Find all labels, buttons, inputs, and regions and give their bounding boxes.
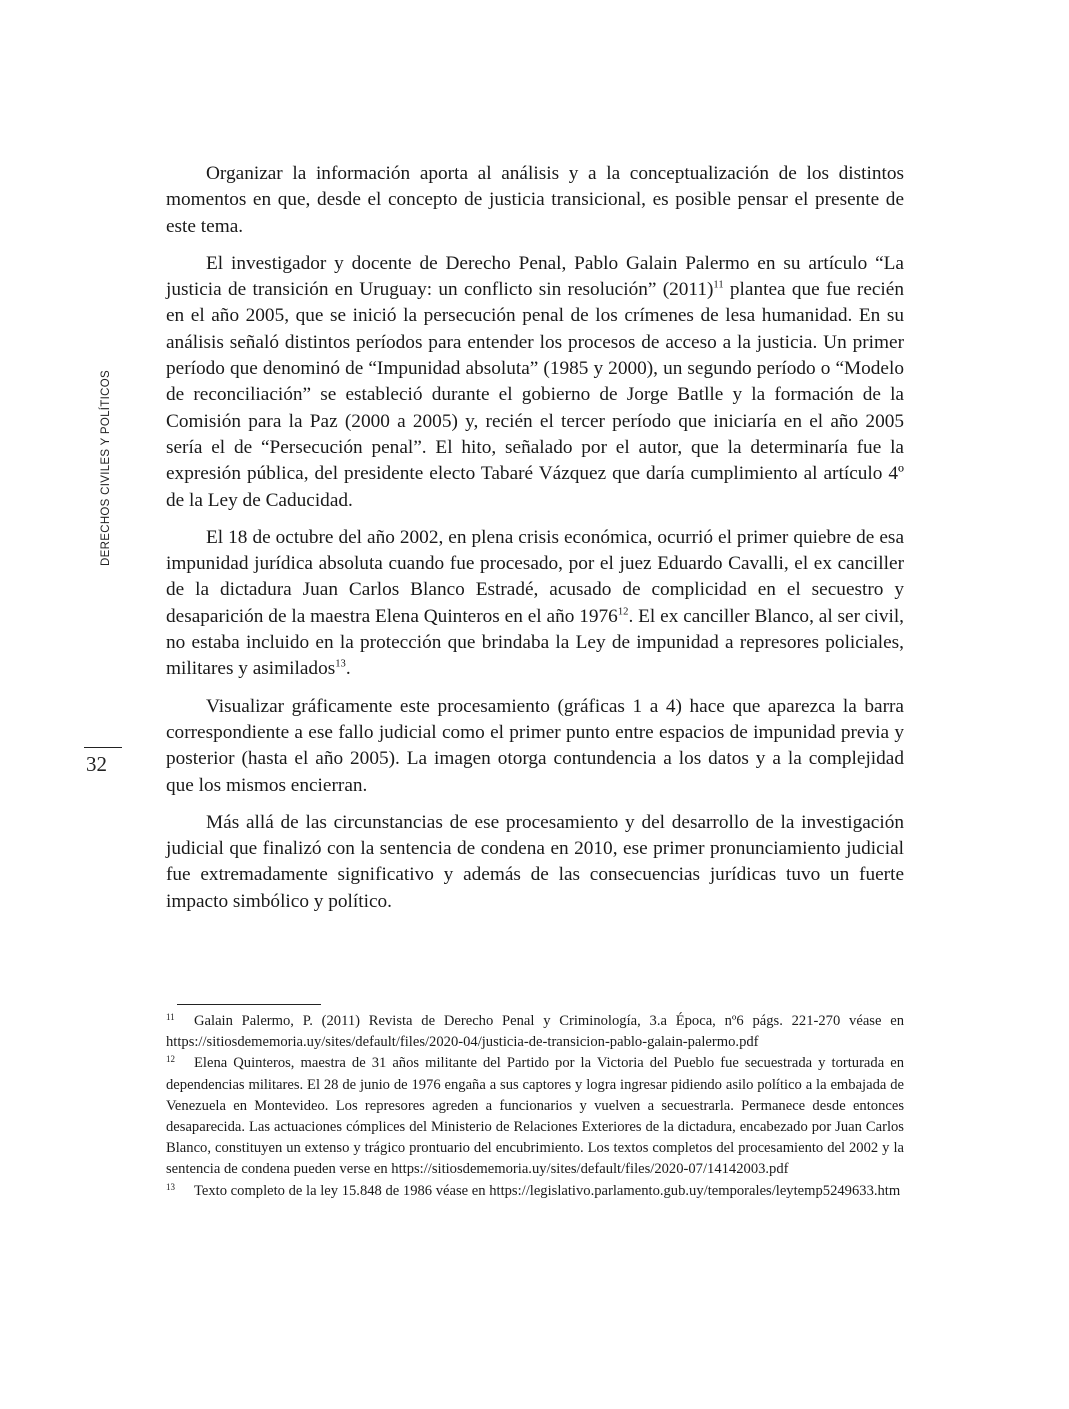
footnote-text: Galain Palermo, P. (2011) Revista de Derecho Penal y Criminología, 3.a Época, nº6 págs. 221-270 véase en https://sitiosdememoria.uy/sites/default/files/2020-04/justicia-de-transicion-pablo-galain-palermo.pdf [166, 1013, 904, 1051]
paragraph-2 [166, 251, 904, 514]
footnote-separator [177, 1004, 321, 1005]
page-number-rule [84, 747, 122, 748]
paragraph-5: Más allá de las circunstancias de ese procesamiento y del desarrollo de la investigación judicial que finalizó con la sentencia de condena en 2010, ese primer pronunciamiento judicial fue extremadamente significativo y además de las consecuencias jurídicas tuvo un fuerte impacto simbólico y político. [166, 811, 904, 912]
footnote-text: Texto completo de la ley 15.848 de 1986 véase en https://legislativo.parlamento.gub.uy/temporales/leytemp5249633.htm [194, 1182, 901, 1199]
paragraph-4: Visualizar gráficamente este procesamiento (gráficas 1 a 4) hace que aparezca la barra correspondiente a ese fallo judicial como el primer punto entre espacios de impunidad previa y posterior (hasta el año 2005). La imagen otorga contundencia a los datos y a la complejidad que los mismos encierran. [166, 695, 904, 796]
footnote-text: Elena Quinteros, maestra de 31 años militante del Partido por la Victoria del Pueblo fue secuestrada y torturada en dependencias militares. El 28 de junio de 1976 engaña a sus captores y logra ingresar pidiendo asilo político a la embajada de Venezuela en Montevideo. Los represores agreden a funcionarios y vuelven a secuestrarla. Permanece desde entonces desaparecida. Las actuaciones cómplices del Ministerio de Relaciones Exteriores de la dictadura, encabezado por Juan Carlos Blanco, constituyen un extenso y trágico prontuario del encubrimiento. Los textos completos del procesamiento del 2002 y la sentencia de condena pueden verse en https://sitiosdememoria.uy/sites/default/files/2020-07/14142003.pdf [166, 1055, 904, 1178]
footnotes [166, 1011, 904, 1202]
page-number: 32 [86, 752, 107, 776]
paragraph-2-text-b: plantea que fue recién en el año 2005, que se inició la persecución penal de los crímenes de lesa humanidad. En su análisis señaló distintos períodos para entender los procesos de acceso a la justicia. Un primer período que denominó de “Impunidad absoluta” (1985 y 2000), un segundo período o “Modelo de reconciliación” se estableció durante el gobierno de Jorge Batlle y la formación de la Comisión para la Paz (2000 a 2005) y, recién el tercer período que iniciaría en el año 2005 sería el de “Persecución penal”. El hito, señalado por el autor, que la determinaría fue la expresión pública, del presidente electo Tabaré Vázquez que daría cumplimiento al artículo 4º de la Ley de Caducidad. [166, 279, 904, 511]
footnote-11: 11 Galain Palermo, P. (2011) Revista de Derecho Penal y Criminología, 3.a Época, nº6 págs. 221-270 véase en https://sitiosdememoria.uy/sites/default/files/2020-04/justicia-de-transicion-pablo-galain-palermo.pdf [166, 1012, 904, 1051]
paragraph-3-text-c: . [345, 658, 351, 680]
paragraph-3 [166, 525, 904, 683]
running-section-title: DERECHOS CIVILES Y POLÍTICOS [100, 370, 112, 566]
paragraph-2-text-a: El investigador y docente de Derecho Penal, Pablo Galain Palermo en su artículo “La justicia de transición en Uruguay: un conflicto sin resolución” (2011) [166, 252, 904, 301]
paragraph-3-text-b: . El ex canciller Blanco, al ser civil, no estaba incluido en la protección que brindaba la Ley de impunidad a represores policiales, militares y asimilados [166, 605, 904, 680]
footnote-12: 12 Elena Quinteros, maestra de 31 años militante del Partido por la Victoria del Pueblo fue secuestrada y torturada en dependencias militares. El 28 de junio de 1976 engaña a sus captores y logra ingresar pidiendo asilo político a la embajada de Venezuela en Montevideo. Los represores agreden a funcionarios y vuelven a secuestrarla. Permanece desde entonces desaparecida. Las actuaciones cómplices del Ministerio de Relaciones Exteriores de la dictadura, encabezado por Juan Carlos Blanco, constituyen un extenso y trágico prontuario del encubrimiento. Los textos completos del procesamiento del 2002 y la sentencia de condena pueden verse en https://sitiosdememoria.uy/sites/default/files/2020-07/14142003.pdf [166, 1054, 904, 1178]
footnote-ref-13[interactable]: 13 [335, 658, 346, 670]
paragraph-1: Organizar la información aporta al análisis y a la conceptualización de los distintos momentos en que, desde el concepto de justicia transicional, es posible pensar el presente de este tema. [166, 163, 904, 237]
paragraph-3-text-a: El 18 de octubre del año 2002, en plena crisis económica, ocurrió el primer quiebre de esa impunidad jurídica absoluta cuando fue procesado, por el juez Eduardo Cavalli, el ex canciller de la dictadura Juan Carlos Blanco Estradé, acusado de complicidad en el secuestro y desaparición de la maestra Elena Quinteros en el año 1976 [166, 526, 904, 627]
footnote-ref-11[interactable]: 11 [713, 279, 724, 291]
footnote-ref-12[interactable]: 12 [617, 606, 629, 618]
footnote-13: 13 Texto completo de la ley 15.848 de 1986 véase en https://legislativo.parlamento.gub.uy/temporales/leytemp5249633.htm [166, 1181, 901, 1199]
main-text [166, 161, 904, 926]
